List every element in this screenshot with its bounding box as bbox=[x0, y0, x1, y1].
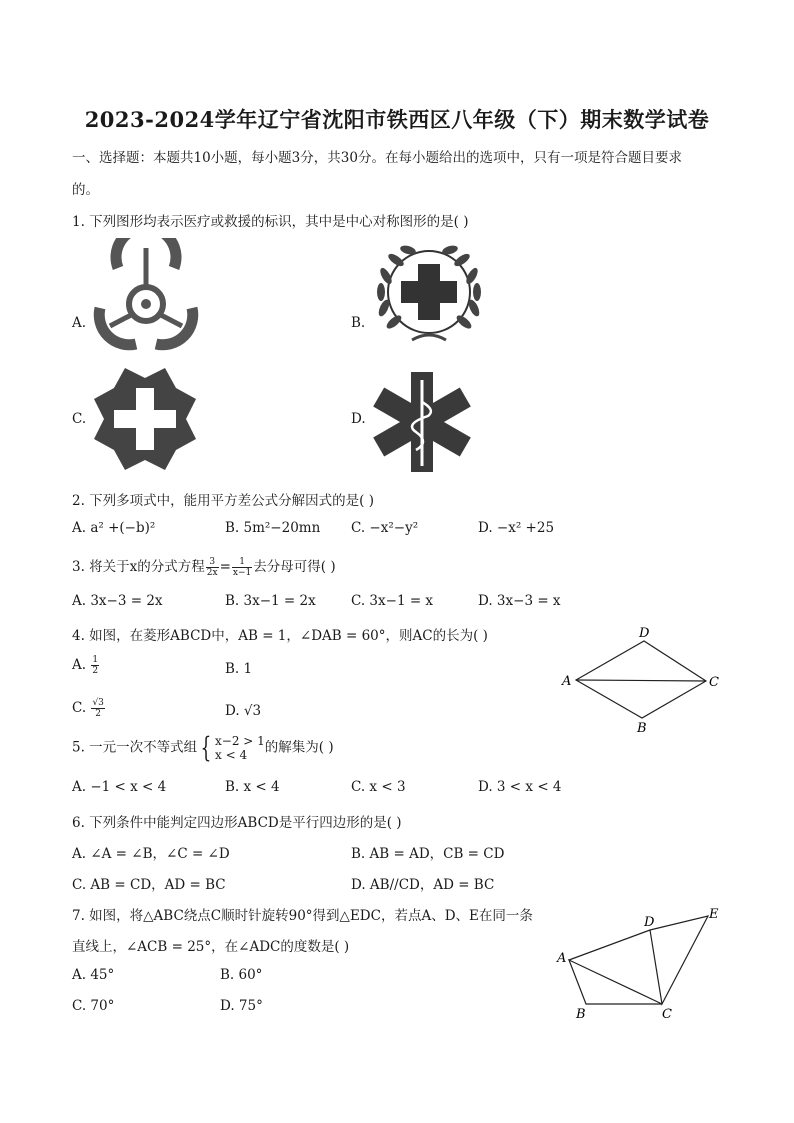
q3-equals: = bbox=[219, 559, 231, 575]
q7-stem-line2: 直线上，∠ACB = 25°，在∠ADC的度数是( ) bbox=[72, 939, 350, 955]
q4-vertex-c-label: C bbox=[709, 675, 719, 690]
q3-fraction-1 bbox=[206, 557, 219, 578]
q3-option-d: D. 3x−3 = x bbox=[478, 593, 561, 609]
q5-system bbox=[215, 734, 265, 762]
q1-option-d-label: D. bbox=[351, 411, 366, 427]
q3-fraction-1-numerator: 3 bbox=[206, 557, 219, 568]
q7-option-a: A. 45° bbox=[72, 967, 115, 983]
q3-fraction-2-denominator: x−1 bbox=[232, 568, 252, 578]
q7-vertex-d-label: D bbox=[644, 915, 655, 930]
q5-option-c: C. x < 3 bbox=[351, 779, 406, 795]
q7-vertex-a-label: A bbox=[557, 951, 567, 966]
q6-option-c: C. AB = CD，AD = BC bbox=[72, 877, 226, 893]
q4-option-d: D. √3 bbox=[225, 703, 262, 719]
section-instructions-line2: 的。 bbox=[72, 182, 99, 198]
q7-vertex-b-label: B bbox=[576, 1007, 586, 1022]
q3-fraction-1-denominator: 2x bbox=[206, 568, 218, 578]
q1-option-b-label: B. bbox=[351, 315, 366, 331]
q3-stem-post: 去分母可得( ) bbox=[253, 559, 336, 575]
q4-option-a-numerator: 1 bbox=[92, 655, 99, 665]
q5-system-row2: x < 4 bbox=[215, 748, 248, 762]
q5-option-a: A. −1 < x < 4 bbox=[72, 779, 167, 795]
q6-option-a: A. ∠A = ∠B，∠C = ∠D bbox=[72, 846, 230, 862]
q4-option-c-label: C. bbox=[72, 700, 87, 716]
q2-stem: 2. 下列多项式中，能用平方差公式分解因式的是( ) bbox=[72, 493, 374, 509]
q4-vertex-b-label: B bbox=[637, 721, 647, 734]
q4-stem: 4. 如图，在菱形ABCD中，AB = 1，∠DAB = 60°，则AC的长为( ) bbox=[72, 628, 488, 644]
q3-fraction-2 bbox=[232, 557, 252, 578]
notched-cross-image bbox=[92, 366, 198, 472]
q7-option-c: C. 70° bbox=[72, 998, 115, 1014]
q7-stem-line1: 7. 如图，将△ABC绕点C顺时针旋转90°得到△EDC，若点A、D、E在同一条 bbox=[72, 908, 533, 924]
q5-option-d: D. 3 < x < 4 bbox=[478, 779, 562, 795]
q4-vertex-d-label: D bbox=[639, 626, 650, 641]
q7-vertex-e-label: E bbox=[709, 907, 719, 922]
q7-vertex-c-label: C bbox=[662, 1007, 672, 1022]
q4-vertex-a-label: A bbox=[562, 674, 572, 689]
biohazard-symbol-image bbox=[88, 238, 204, 354]
q1-option-a-label: A. bbox=[72, 315, 87, 331]
q4-option-a-fraction bbox=[91, 655, 99, 676]
q2-option-c: C. −x²−y² bbox=[351, 520, 419, 536]
q7-option-d: D. 75° bbox=[220, 998, 263, 1014]
q5-option-b: B. x < 4 bbox=[225, 779, 280, 795]
q1-option-c-label: C. bbox=[72, 411, 87, 427]
q6-stem: 6. 下列条件中能判定四边形ABCD是平行四边形的是( ) bbox=[72, 815, 402, 831]
q5-stem-post: 的解集为( ) bbox=[264, 739, 334, 756]
q5-system-brace: { bbox=[200, 731, 212, 764]
q5-system-row1: x−2 > 1 bbox=[215, 734, 265, 748]
q5-stem-pre: 5. 一元一次不等式组 bbox=[72, 739, 198, 756]
q7-option-b: B. 60° bbox=[220, 967, 263, 983]
q3-option-c: C. 3x−1 = x bbox=[351, 593, 434, 609]
q4-option-c-denominator: 2 bbox=[95, 709, 102, 719]
q3-stem-pre: 3. 将关于x的分式方程 bbox=[72, 559, 205, 575]
q4-option-a-label: A. bbox=[72, 657, 87, 673]
q7-rotation-figure bbox=[552, 900, 728, 1022]
paper-title: 2023-2024学年辽宁省沈阳市铁西区八年级（下）期末数学试卷 bbox=[84, 107, 710, 132]
q2-option-b: B. 5m²−20mn bbox=[225, 520, 321, 536]
q1-stem: 1. 下列图形均表示医疗或救援的标识，其中是中心对称图形的是( ) bbox=[72, 214, 469, 230]
q3-stem bbox=[72, 555, 336, 578]
q2-option-d: D. −x² +25 bbox=[478, 520, 555, 536]
q6-option-b: B. AB = AD，CB = CD bbox=[351, 846, 505, 862]
q4-option-c-numerator: √3 bbox=[92, 698, 104, 708]
q2-option-a: A. a² +(−b)² bbox=[72, 520, 156, 536]
q5-stem bbox=[72, 731, 334, 764]
q4-option-a bbox=[72, 655, 100, 676]
cross-laurel-wreath-image bbox=[368, 236, 490, 354]
q6-option-d: D. AB//CD，AD = BC bbox=[351, 877, 495, 893]
q4-option-a-denominator: 2 bbox=[92, 666, 99, 676]
q4-rhombus-figure bbox=[556, 622, 732, 734]
q3-option-a: A. 3x−3 = 2x bbox=[72, 593, 163, 609]
star-of-life-image bbox=[366, 370, 478, 474]
q4-option-b: B. 1 bbox=[225, 661, 253, 677]
section-instructions-line1: 一、选择题：本题共10小题，每小题3分，共30分。在每小题给出的选项中，只有一项是符合题目要求 bbox=[72, 150, 682, 166]
q4-option-c-fraction bbox=[91, 698, 104, 719]
q3-option-b: B. 3x−1 = 2x bbox=[225, 593, 316, 609]
q4-option-c bbox=[72, 698, 106, 719]
q3-fraction-2-numerator: 1 bbox=[232, 557, 252, 568]
